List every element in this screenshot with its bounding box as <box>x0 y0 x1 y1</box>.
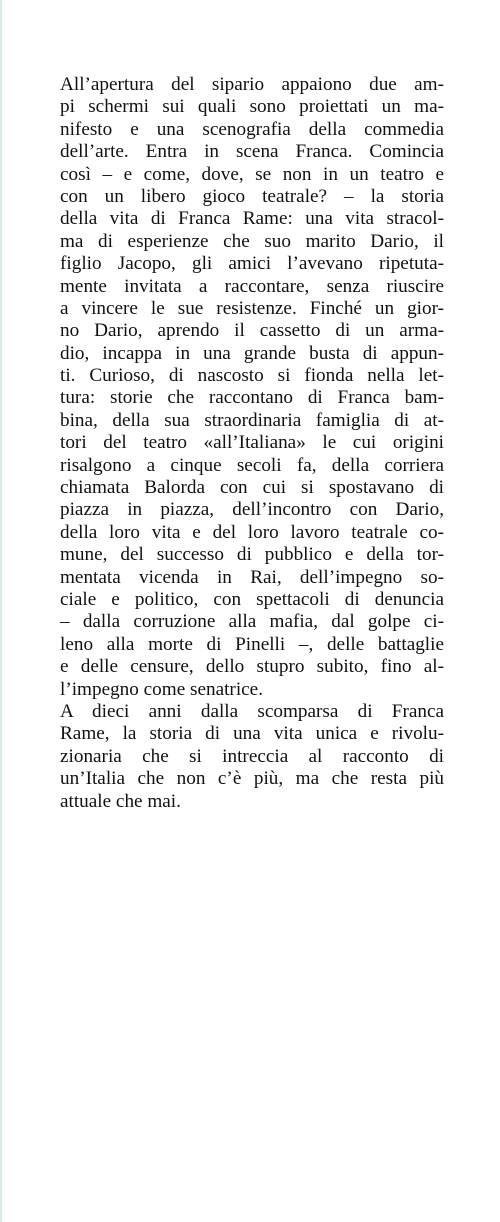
text-line: tura: storie che raccontano di Franca bam- <box>60 387 444 409</box>
text-line: no Dario, aprendo il cassetto di un arma- <box>60 320 444 342</box>
page-edge-line <box>0 0 2 1222</box>
text-line: ciale e politico, con spettacoli di denuncia <box>60 588 444 610</box>
text-line: della loro vita e del loro lavoro teatrale co- <box>60 521 444 543</box>
paragraph-1 <box>60 74 444 701</box>
paragraph-2 <box>60 701 444 813</box>
text-line: a vincere le sue resistenze. Finché un gior- <box>60 297 444 319</box>
text-line: chiamata Balorda con cui si spostavano di <box>60 477 444 499</box>
text-line: leno alla morte di Pinelli –, delle battaglie <box>60 633 444 655</box>
text-line: – dalla corruzione alla mafia, dal golpe ci- <box>60 611 444 633</box>
text-line: con un libero gioco teatrale? – la storia <box>60 185 444 207</box>
text-line: All’apertura del sipario appaiono due am- <box>60 74 444 95</box>
text-line: ti. Curioso, di nascosto si fionda nella let- <box>60 365 444 387</box>
text-line: mente invitata a raccontare, senza riuscire <box>60 275 444 297</box>
text-line: attuale che mai. <box>60 790 181 812</box>
text-line: nifesto e una scenografia della commedia <box>60 118 444 140</box>
text-line: mentata vicenda in Rai, dell’impegno so- <box>60 566 444 588</box>
text-line: e delle censure, dello stupro subito, fino al- <box>60 656 444 678</box>
text-line: dell’arte. Entra in scena Franca. Comincia <box>60 141 444 163</box>
text-line: pi schermi sui quali sono proiettati un ma- <box>60 96 444 118</box>
text-line: A dieci anni dalla scomparsa di Franca <box>60 700 444 722</box>
text-line: figlio Jacopo, gli amici l’avevano ripetuta- <box>60 253 444 275</box>
text-line: della vita di Franca Rame: una vita stracol- <box>60 208 444 230</box>
text-line: piazza in piazza, dell’incontro con Dario, <box>60 499 444 521</box>
text-line: mune, del successo di pubblico e della tor- <box>60 544 444 566</box>
text-line: l’impegno come senatrice. <box>60 678 263 700</box>
text-line: un’Italia che non c’è più, ma che resta più <box>60 768 444 790</box>
text-line: così – e come, dove, se non in un teatro e <box>60 163 444 185</box>
text-line: zionaria che si intreccia al racconto di <box>60 745 444 767</box>
text-line: dio, incappa in una grande busta di appun- <box>60 342 444 364</box>
text-line: Rame, la storia di una vita unica e rivolu- <box>60 723 444 745</box>
text-line: ma di esperienze che suo marito Dario, il <box>60 230 444 252</box>
text-line: risalgono a cinque secoli fa, della corriera <box>60 454 444 476</box>
text-line: tori del teatro «all’Italiana» le cui origini <box>60 432 444 454</box>
text-line: bina, della sua straordinaria famiglia di at- <box>60 409 444 431</box>
book-blurb <box>60 74 444 813</box>
